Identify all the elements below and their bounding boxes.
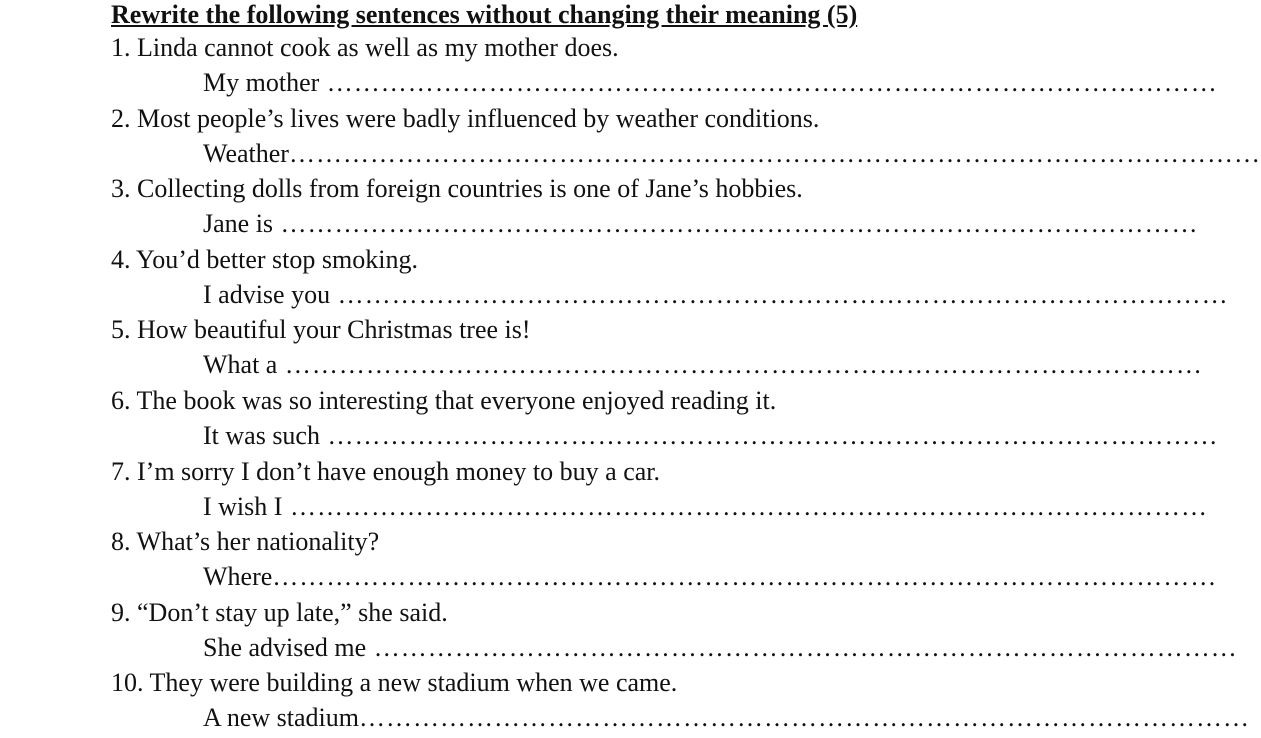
answer-prefix: Jane is (203, 209, 274, 239)
exercise-item-1 (0, 30, 1218, 101)
answer-prefix: Where (203, 562, 273, 592)
answer-line[interactable] (203, 136, 1261, 171)
question-text: 6. The book was so interesting that everyone enjoyed reading it. (111, 385, 777, 415)
answer-blank: ………………………………………………………………………………………… (273, 209, 1199, 239)
exercise-item-5 (0, 312, 1203, 383)
answer-blank: ……………………………………………………………………………………… (319, 68, 1218, 97)
exercise-item-7 (0, 454, 1208, 525)
answer-blank: ……………………………………………………………………………………………… (288, 138, 1261, 168)
answer-prefix: It was such (203, 420, 320, 450)
answer-blank: …………………………………………………………………………………………… (272, 562, 1218, 592)
question-text: 1. Linda cannot cook as well as my mother does. (111, 33, 619, 62)
answer-prefix: I advise you (203, 279, 331, 309)
question-text: 4. You’d better stop smoking. (111, 244, 418, 274)
answer-line[interactable] (203, 489, 1208, 524)
answer-blank: ………………………………………………………………………………………… (282, 491, 1208, 521)
exercise-item-10 (0, 665, 1250, 736)
answer-line[interactable] (203, 630, 1238, 665)
answer-line[interactable] (203, 206, 1199, 241)
answer-line[interactable] (203, 559, 1218, 594)
exercise-item-6 (0, 383, 1219, 454)
answer-prefix: My mother (203, 68, 320, 97)
question-text: 2. Most people’s lives were badly influenced by weather conditions. (111, 103, 820, 133)
answer-prefix: Weather (203, 138, 289, 168)
worksheet-title: Rewrite the following sentences without changing their meaning (5) (111, 0, 858, 29)
answer-line[interactable] (203, 277, 1229, 312)
question-text: 8. What’s her nationality? (111, 527, 380, 557)
question-text: 10. They were building a new stadium when we came. (111, 668, 678, 698)
answer-prefix: What a (203, 350, 278, 380)
answer-line[interactable] (203, 418, 1219, 453)
answer-blank: ………………………………………………………………………………………… (277, 350, 1203, 380)
answer-blank: …………………………………………………………………………………… (366, 632, 1238, 662)
answer-line[interactable] (203, 700, 1250, 735)
answer-blank: ……………………………………………………………………………………… (359, 703, 1250, 733)
answer-blank: ……………………………………………………………………………………… (319, 420, 1219, 450)
exercise-list (0, 30, 1261, 736)
answer-line[interactable] (203, 347, 1203, 382)
exercise-item-9 (0, 595, 1238, 666)
answer-prefix: I wish I (203, 491, 283, 521)
exercise-item-8 (0, 524, 1218, 595)
question-text: 9. “Don’t stay up late,” she said. (111, 597, 448, 627)
question-text: 7. I’m sorry I don’t have enough money to buy a car. (111, 456, 660, 486)
exercise-item-3 (0, 171, 1199, 242)
exercise-item-2 (0, 101, 1261, 172)
answer-prefix: She advised me (203, 632, 367, 662)
answer-blank: ……………………………………………………………………………………… (330, 279, 1229, 309)
answer-prefix: A new stadium (203, 703, 359, 733)
exercise-item-4 (0, 242, 1229, 313)
question-text: 5. How beautiful your Christmas tree is! (111, 315, 531, 345)
answer-line[interactable] (203, 65, 1218, 100)
question-text: 3. Collecting dolls from foreign countries is one of Jane’s hobbies. (111, 174, 803, 204)
